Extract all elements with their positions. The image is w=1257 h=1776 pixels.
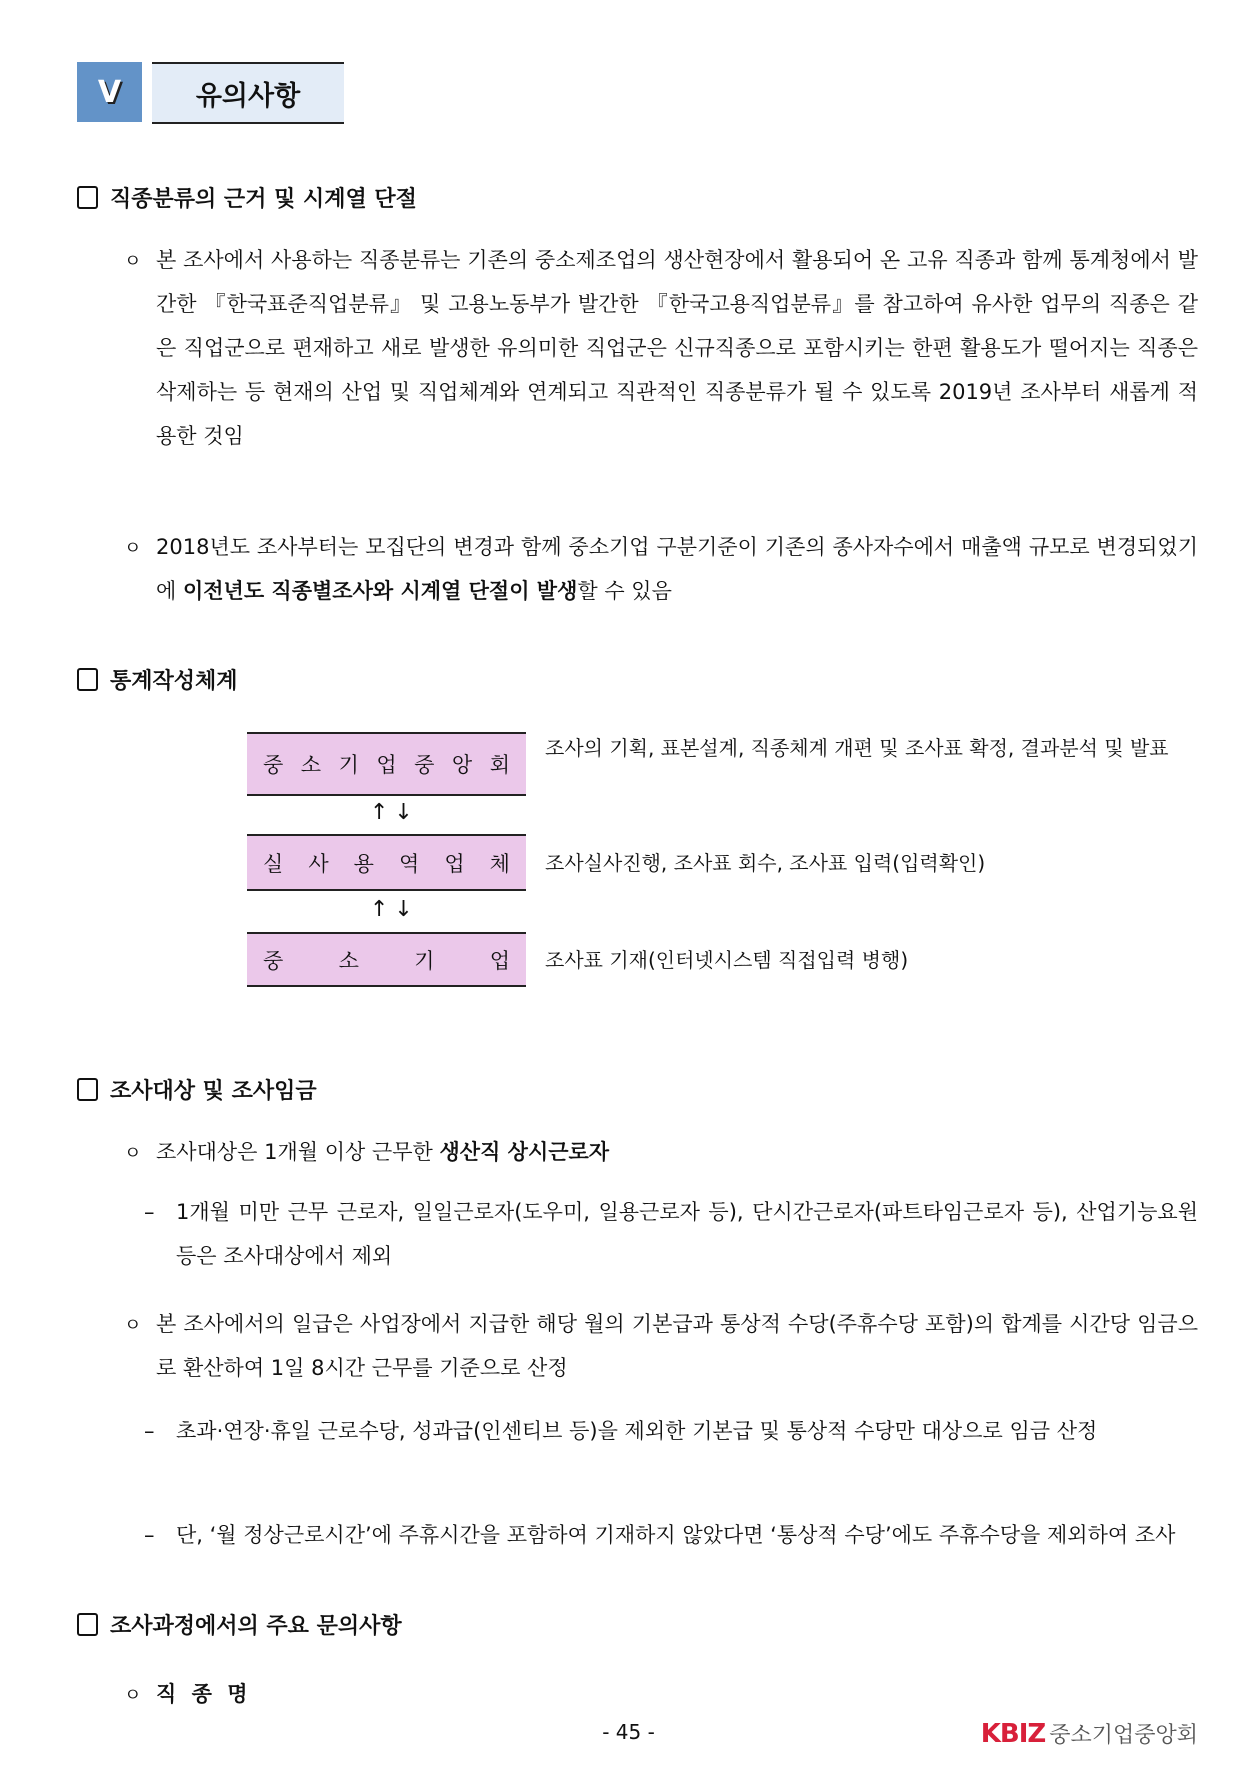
text: 할 수 있음 (577, 579, 672, 603)
section-heading-system (77, 664, 238, 695)
bullet-icon: ㅇ (124, 1685, 142, 1706)
heading-text: 조사대상 및 조사임금 (110, 1079, 317, 1104)
checkbox-square-icon (77, 1613, 98, 1636)
char: 업 (376, 753, 397, 777)
section-heading-target-wage (77, 1074, 317, 1105)
org-desc: 조사실사진행, 조사표 회수, 조사표 입력(입력확인) (545, 851, 986, 875)
char: 기 (338, 753, 359, 777)
char: 실 (263, 851, 284, 876)
paragraph: 본 조사에서 사용하는 직종분류는 기존의 중소제조업의 생산현장에서 활용되어 온 고유 직종과 함께 통계청에서 발간한 『한국표준직업분류』 및 고용노동부가 발간한 『한국고용직업분류』를 참고하여 유사한 업무의 직종은 같은 직업군으로 편재하고 새로 발생한 유의미한 직업군은 신규직종으로 포함시키는 한편 활용도가 떨어지는 직종은 삭제하는 등 현재의 산업 및 직업체계와 연계되고 직관적인 직종분류가 될 수 있도록 2019년 조사부터 새롭게 적용한 것임 (156, 248, 1198, 448)
bullet-icon: ㅇ (124, 251, 142, 272)
sub-heading: 직 종 명 (156, 1682, 252, 1706)
org-desc: 조사의 기획, 표본설계, 직종체계 개편 및 조사표 확정, 결과분석 및 발표 (545, 736, 1169, 760)
char: 업 (489, 948, 510, 973)
text: 조사대상은 1개월 이상 근무한 (156, 1140, 440, 1164)
bidirectional-arrow-icon: ↑↓ (370, 800, 419, 825)
section-heading-inquiries (77, 1609, 402, 1640)
paragraph (156, 1130, 1198, 1174)
char: 업 (444, 851, 465, 876)
bullet-icon: ㅇ (124, 538, 142, 559)
char: 체 (489, 851, 510, 876)
char: 중 (414, 753, 435, 777)
char: 기 (414, 948, 435, 973)
section-heading-classification (77, 182, 417, 213)
char: 중 (263, 948, 284, 973)
logo-name: 중소기업중앙회 (1049, 1723, 1198, 1748)
logo-mark: KBIZ (980, 1718, 1046, 1749)
dash-icon: – (144, 1523, 155, 1547)
paragraph: 단, ‘월 정상근로시간’에 주휴시간을 포함하여 기재하지 않았다면 ‘통상적 수당’에도 주휴수당을 제외하여 조사 (176, 1523, 1176, 1547)
dash-icon: – (144, 1200, 155, 1224)
text: 2018년도 조사부터는 모집단의 변경과 함께 중소기업 구분기준이 기존의 종사자수에서 매출액 규모로 변경되었기에 (156, 535, 1198, 603)
char: 회 (489, 753, 510, 777)
char: 소 (300, 753, 322, 777)
org-box-kbiz (247, 732, 526, 796)
checkbox-square-icon (77, 186, 98, 209)
char: 소 (338, 948, 359, 973)
bullet-icon: ㅇ (124, 1143, 142, 1164)
chapter-number: V (77, 62, 142, 122)
char: 역 (398, 851, 420, 876)
org-box-sme (247, 932, 526, 987)
char: 사 (308, 851, 329, 876)
kbiz-logo (981, 1718, 1198, 1749)
paragraph: 초과·연장·휴일 근로수당, 성과급(인센티브 등)을 제외한 기본급 및 통상적 수당만 대상으로 임금 산정 (176, 1419, 1098, 1443)
paragraph: 본 조사에서의 일급은 사업장에서 지급한 해당 월의 기본급과 통상적 수당(주휴수당 포함)의 합계를 시간당 임금으로 환산하여 1일 8시간 근무를 기준으로 산정 (156, 1312, 1198, 1380)
org-box-survey-agency (247, 834, 526, 891)
emphasis-text: 생산직 상시근로자 (439, 1140, 610, 1164)
paragraph: 1개월 미만 근무 근로자, 일일근로자(도우미, 일용근로자 등), 단시간근로자(파트타임근로자 등), 산업기능요원 등은 조사대상에서 제외 (176, 1200, 1198, 1268)
heading-text: 직종분류의 근거 및 시계열 단절 (110, 187, 417, 212)
org-desc: 조사표 기재(인터넷시스템 직접입력 병행) (545, 948, 909, 972)
heading-text: 조사과정에서의 주요 문의사항 (110, 1614, 402, 1639)
checkbox-square-icon (77, 1078, 98, 1101)
bullet-icon: ㅇ (124, 1315, 142, 1336)
heading-text: 통계작성체계 (110, 669, 238, 694)
checkbox-square-icon (77, 668, 98, 691)
emphasis-text: 이전년도 직종별조사와 시계열 단절이 발생 (182, 579, 578, 603)
char: 앙 (451, 753, 473, 777)
bidirectional-arrow-icon: ↑↓ (370, 897, 419, 922)
char: 용 (353, 851, 374, 876)
dash-icon: – (144, 1419, 155, 1443)
paragraph (156, 525, 1198, 613)
char: 중 (263, 753, 284, 777)
chapter-title: 유의사항 (152, 62, 344, 124)
page-number: - 45 - (602, 1720, 655, 1744)
